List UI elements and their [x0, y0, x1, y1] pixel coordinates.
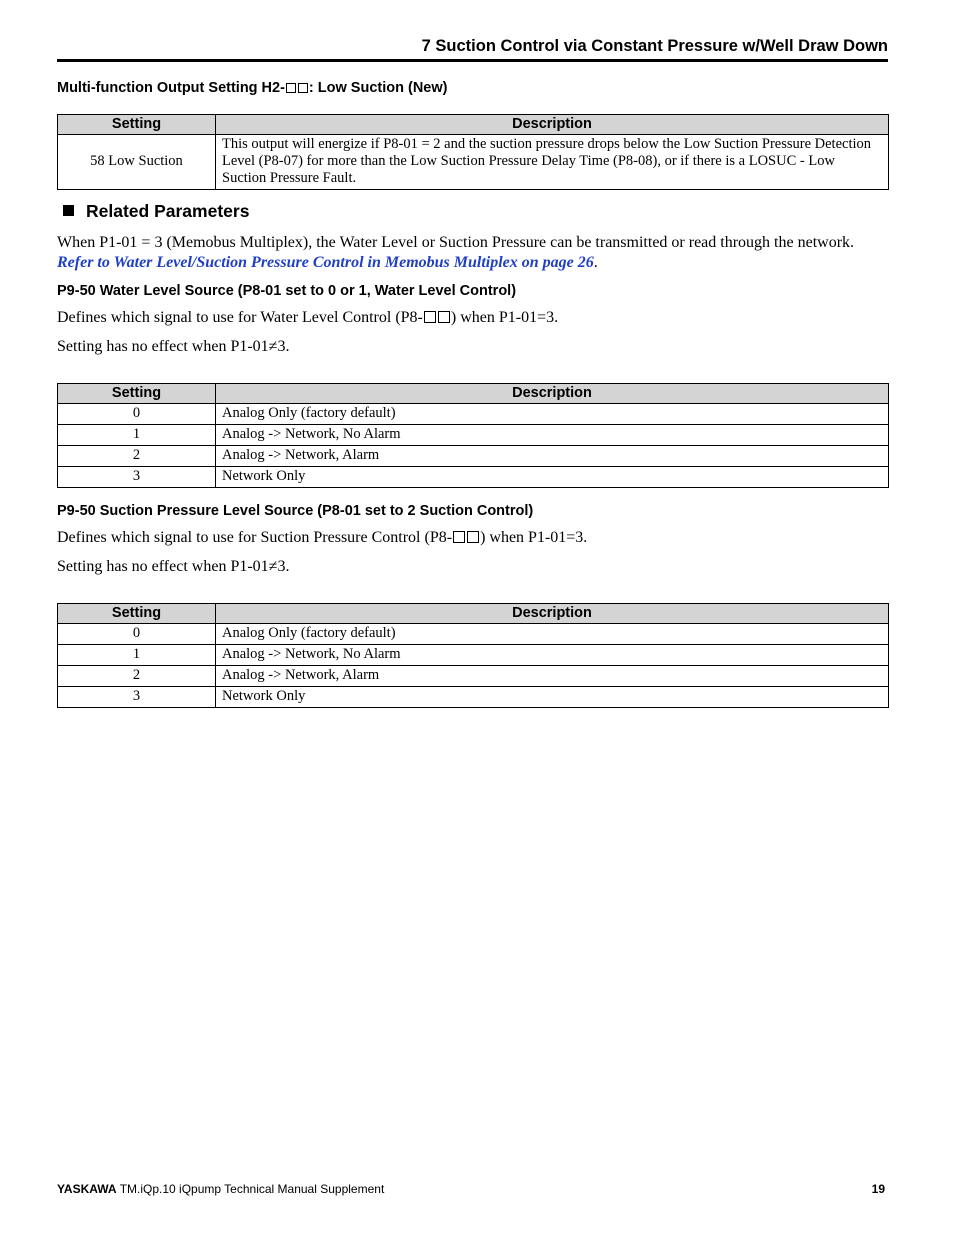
description-cell: Network Only — [216, 687, 889, 708]
suction-level-note: Setting has no effect when P1-01≠3. — [57, 558, 290, 575]
table-row — [58, 467, 889, 488]
column-header-setting: Setting — [58, 115, 216, 135]
setting-cell: 1 — [58, 645, 216, 666]
placeholder-box-icon — [298, 83, 308, 93]
setting-cell: 3 — [58, 467, 216, 488]
table-row — [58, 404, 889, 425]
h2-settings-table — [57, 114, 889, 190]
description-cell: Analog -> Network, Alarm — [216, 446, 889, 467]
h2-heading-suffix: : Low Suction (New) — [308, 80, 448, 96]
related-intro-end: . — [593, 254, 598, 271]
description-cell: Network Only — [216, 467, 889, 488]
placeholder-box-icon — [286, 83, 296, 93]
water-level-desc-suffix: ) when P1-01=3. — [450, 309, 559, 326]
suction-level-desc-suffix: ) when P1-01=3. — [480, 529, 588, 546]
setting-cell: 2 — [58, 666, 216, 687]
description-cell: Analog -> Network, No Alarm — [216, 645, 889, 666]
column-header-setting: Setting — [58, 384, 216, 404]
table-row — [58, 446, 889, 467]
description-cell: Analog Only (factory default) — [216, 624, 889, 645]
footer-brand: YASKAWA — [57, 1182, 117, 1196]
setting-cell: 58 Low Suction — [58, 135, 216, 190]
table-row — [58, 135, 889, 190]
page-number: 19 — [871, 1182, 885, 1196]
page-section-title: 7 Suction Control via Constant Pressure w/Well Draw Down — [421, 37, 888, 55]
suction-level-desc-prefix: Defines which signal to use for Suction Pressure Control (P8- — [57, 529, 453, 546]
suction-level-settings-table — [57, 603, 889, 708]
header-rule — [57, 59, 888, 62]
placeholder-box-icon — [438, 311, 450, 323]
square-bullet-icon — [63, 205, 74, 216]
description-cell: Analog -> Network, Alarm — [216, 666, 889, 687]
related-intro-text: When P1-01 = 3 (Memobus Multiplex), the Water Level or Suction Pressure can be transmitted or read through the network. — [57, 234, 855, 251]
placeholder-box-icon — [467, 531, 479, 543]
suction-level-description — [57, 528, 888, 548]
column-header-setting: Setting — [58, 604, 216, 624]
column-header-description: Description — [216, 604, 889, 624]
footer-manual-title — [57, 1182, 384, 1196]
water-level-settings-table — [57, 383, 889, 488]
setting-cell: 1 — [58, 425, 216, 446]
setting-cell: 0 — [58, 404, 216, 425]
h2-table-heading — [57, 80, 447, 96]
water-level-heading: P9-50 Water Level Source (P8-01 set to 0 or 1, Water Level Control) — [57, 283, 517, 299]
footer-manual-name: TM.iQp.10 iQpump Technical Manual Supplement — [116, 1182, 385, 1196]
water-level-note: Setting has no effect when P1-01≠3. — [57, 338, 290, 355]
column-header-description: Description — [216, 115, 889, 135]
related-parameters-heading — [63, 201, 249, 222]
setting-cell: 3 — [58, 687, 216, 708]
table-row — [58, 687, 889, 708]
h2-heading-prefix: Multi-function Output Setting H2- — [57, 80, 285, 96]
related-intro-paragraph — [57, 233, 888, 273]
table-row — [58, 666, 889, 687]
memobus-reference-link[interactable]: Refer to Water Level/Suction Pressure Control in Memobus Multiplex on page 26 — [57, 254, 594, 271]
related-heading-text: Related Parameters — [86, 201, 250, 221]
setting-cell: 2 — [58, 446, 216, 467]
table-row — [58, 645, 889, 666]
table-row — [58, 624, 889, 645]
description-cell: Analog -> Network, No Alarm — [216, 425, 889, 446]
description-cell: This output will energize if P8-01 = 2 and the suction pressure drops below the Low Suction Pressure Detection Level (P8-07) for more than the Low Suction Pressure Delay Time (P8-08), or if there is a LOSUC - Low Suction Pressure Fault. — [216, 135, 889, 190]
column-header-description: Description — [216, 384, 889, 404]
description-cell: Analog Only (factory default) — [216, 404, 889, 425]
suction-level-heading: P9-50 Suction Pressure Level Source (P8-01 set to 2 Suction Control) — [57, 503, 534, 519]
placeholder-box-icon — [424, 311, 436, 323]
placeholder-box-icon — [453, 531, 465, 543]
table-row — [58, 425, 889, 446]
water-level-desc-prefix: Defines which signal to use for Water Level Control (P8- — [57, 309, 423, 326]
water-level-description — [57, 308, 888, 328]
setting-cell: 0 — [58, 624, 216, 645]
